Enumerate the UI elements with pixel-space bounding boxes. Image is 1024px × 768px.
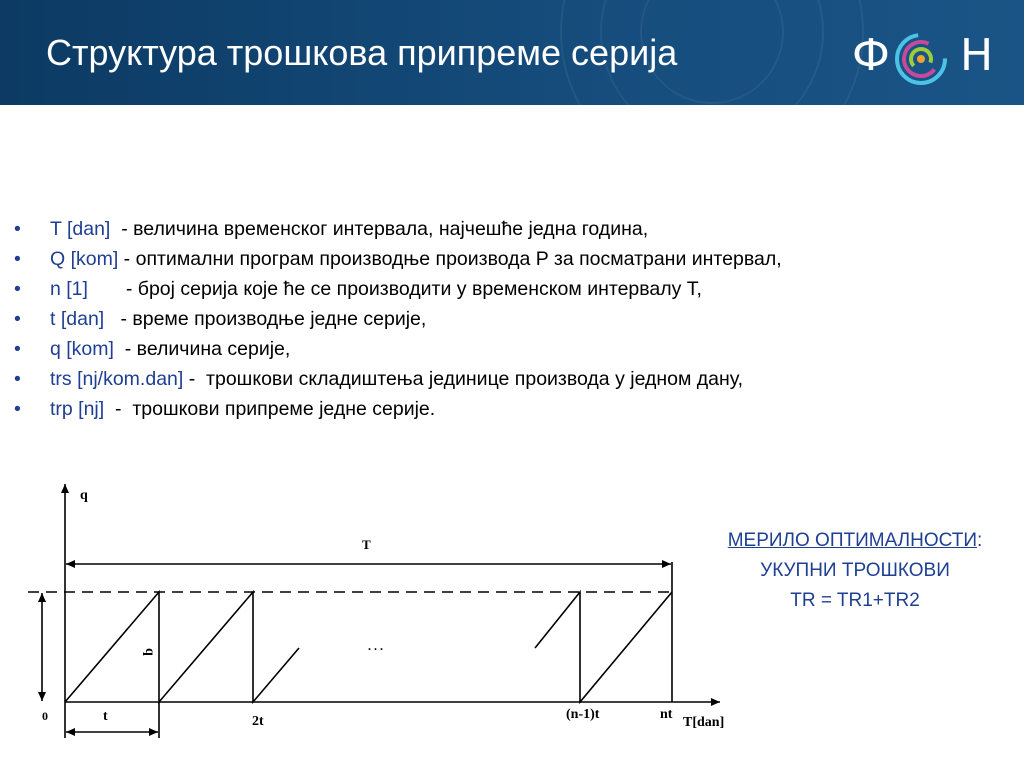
origin-label: 0 <box>42 709 48 723</box>
term-label: trp [nj] <box>50 398 105 420</box>
tick-label: t <box>103 709 108 724</box>
term-label: n [1] <box>50 278 88 300</box>
y-axis-label: q <box>80 488 88 503</box>
term-description: - трошкови складиштења јединице производа у једном дану, <box>183 368 744 390</box>
list-item <box>8 218 1008 241</box>
logo-letter-f: Ф <box>852 30 890 81</box>
tick-label: 2t <box>252 714 264 729</box>
definitions-list <box>8 218 1008 428</box>
term-label: trs [nj/kom.dan] <box>50 368 184 390</box>
criterion-heading <box>690 526 1020 556</box>
tick-label: nt <box>660 707 673 722</box>
bullet-icon: • <box>14 278 21 300</box>
criterion-formula: TR = TR1+TR2 <box>790 590 920 611</box>
bullet-icon: • <box>14 218 21 240</box>
list-item <box>8 248 1008 271</box>
span-T-label: T <box>362 537 371 552</box>
list-item <box>8 368 1008 391</box>
term-label: Q [kom] <box>50 248 119 270</box>
optimality-criterion <box>690 526 1020 616</box>
ellipsis-label: . . . <box>368 639 383 653</box>
bullet-icon: • <box>14 368 21 390</box>
fon-rings-icon <box>892 30 950 88</box>
term-description: - трошкови припреме једне серије. <box>104 398 436 420</box>
term-label: q [kom] <box>50 338 114 360</box>
list-item <box>8 278 1008 301</box>
term-description: - број серија које ће се производити у временском интервалу T, <box>87 278 702 300</box>
list-item <box>8 308 1008 331</box>
bullet-icon: • <box>14 308 21 330</box>
term-description: - величина временског интервала, најчешће једна година, <box>110 218 649 240</box>
fon-logo <box>850 26 1000 90</box>
term-description: - оптимални програм производње производа P за посматрани интервал, <box>118 248 782 270</box>
bullet-icon: • <box>14 398 21 420</box>
header-bar <box>0 0 1024 105</box>
term-label: t [dan] <box>50 308 105 330</box>
criterion-line2: УКУПНИ ТРОШКОВИ <box>760 560 950 581</box>
logo-letter-n: Н <box>960 30 994 81</box>
term-label: T [dan] <box>50 218 111 240</box>
criterion-colon: : <box>977 530 983 551</box>
x-axis-label: T[dan] <box>683 715 725 730</box>
height-q-label: q <box>142 648 157 656</box>
term-description: - време производње једне серије, <box>104 308 427 330</box>
tick-label: (n-1)t <box>566 707 600 722</box>
criterion-title: МЕРИЛО ОПТИМАЛНОСТИ <box>727 530 977 551</box>
list-item <box>8 338 1008 361</box>
term-description: - величина серије, <box>113 338 291 360</box>
bullet-icon: • <box>14 248 21 270</box>
sawtooth-diagram <box>0 470 760 768</box>
list-item <box>8 398 1008 421</box>
bullet-icon: • <box>14 338 21 360</box>
page-title: Структура трошкова припреме серија <box>46 32 678 73</box>
